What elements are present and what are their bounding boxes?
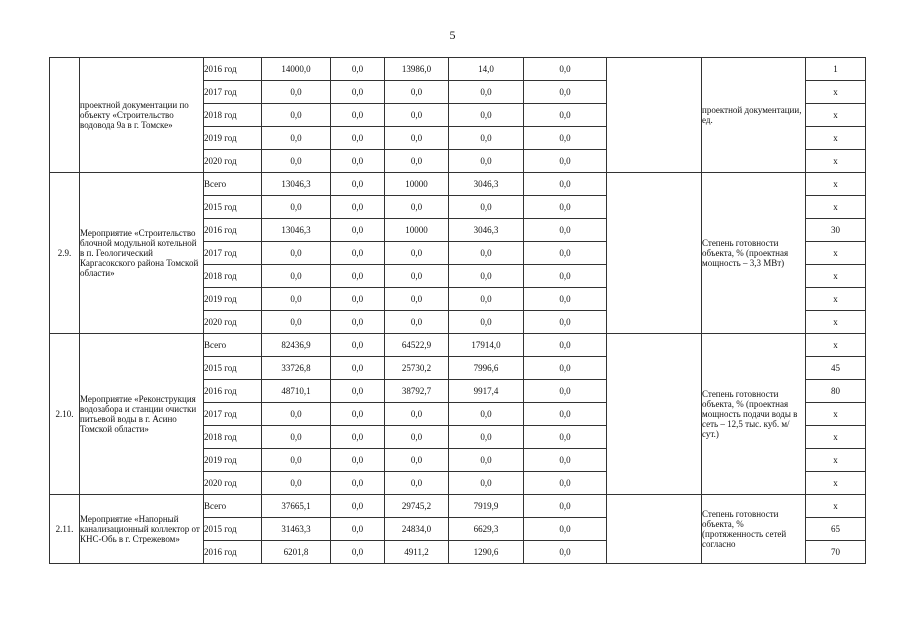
other-cell: 0,0: [524, 219, 607, 242]
other-cell: 0,0: [524, 518, 607, 541]
federal-cell: 0,0: [331, 518, 385, 541]
total-cell: 0,0: [262, 265, 331, 288]
total-cell: 6201,8: [262, 541, 331, 564]
federal-cell: 0,0: [331, 242, 385, 265]
year-cell: 2019 год: [204, 449, 262, 472]
other-cell: 0,0: [524, 311, 607, 334]
year-cell: 2017 год: [204, 81, 262, 104]
other-cell: 0,0: [524, 265, 607, 288]
regional-cell: 0,0: [385, 81, 449, 104]
indicator-value: 45: [806, 357, 866, 380]
total-cell: 0,0: [262, 242, 331, 265]
year-cell: Всего: [204, 495, 262, 518]
indicator-value: х: [806, 196, 866, 219]
local-cell: 0,0: [449, 426, 524, 449]
local-cell: 3046,3: [449, 173, 524, 196]
local-cell: 7996,6: [449, 357, 524, 380]
local-cell: 0,0: [449, 127, 524, 150]
federal-cell: 0,0: [331, 472, 385, 495]
year-cell: 2017 год: [204, 403, 262, 426]
total-cell: 0,0: [262, 81, 331, 104]
regional-cell: 13986,0: [385, 58, 449, 81]
regional-cell: 0,0: [385, 104, 449, 127]
total-cell: 0,0: [262, 449, 331, 472]
indicator-value: х: [806, 449, 866, 472]
total-cell: 14000,0: [262, 58, 331, 81]
regional-cell: 0,0: [385, 311, 449, 334]
regional-cell: 0,0: [385, 265, 449, 288]
federal-cell: 0,0: [331, 150, 385, 173]
total-cell: 48710,1: [262, 380, 331, 403]
year-cell: 2020 год: [204, 311, 262, 334]
indicator-value: х: [806, 104, 866, 127]
regional-cell: 4911,2: [385, 541, 449, 564]
indicator-value: 80: [806, 380, 866, 403]
total-cell: 82436,9: [262, 334, 331, 357]
indicator-value: х: [806, 173, 866, 196]
year-cell: 2020 год: [204, 472, 262, 495]
other-cell: 0,0: [524, 357, 607, 380]
indicator-value: х: [806, 81, 866, 104]
total-cell: 0,0: [262, 196, 331, 219]
local-cell: 0,0: [449, 242, 524, 265]
local-cell: 0,0: [449, 288, 524, 311]
indicator-name: Степень готовности объекта, % (проектная мощность подачи воды в сеть – 12,5 тыс. куб. м/сут.): [702, 334, 806, 495]
year-cell: 2015 год: [204, 196, 262, 219]
other-cell: 0,0: [524, 173, 607, 196]
regional-cell: 0,0: [385, 403, 449, 426]
total-cell: 13046,3: [262, 173, 331, 196]
regional-cell: 0,0: [385, 426, 449, 449]
indicator-name: Степень готовности объекта, % (протяженность сетей согласно: [702, 495, 806, 564]
table-row: [50, 173, 866, 196]
year-cell: 2015 год: [204, 357, 262, 380]
local-cell: 0,0: [449, 81, 524, 104]
local-cell: 0,0: [449, 150, 524, 173]
federal-cell: 0,0: [331, 449, 385, 472]
other-cell: 0,0: [524, 104, 607, 127]
total-cell: 13046,3: [262, 219, 331, 242]
indicator-value: х: [806, 150, 866, 173]
local-cell: 1290,6: [449, 541, 524, 564]
table-row: [50, 334, 866, 357]
year-cell: 2016 год: [204, 219, 262, 242]
federal-cell: 0,0: [331, 196, 385, 219]
total-cell: 0,0: [262, 472, 331, 495]
empty-cell: [607, 334, 702, 495]
federal-cell: 0,0: [331, 288, 385, 311]
other-cell: 0,0: [524, 472, 607, 495]
local-cell: 0,0: [449, 472, 524, 495]
regional-cell: 0,0: [385, 127, 449, 150]
year-cell: 2016 год: [204, 380, 262, 403]
local-cell: 0,0: [449, 311, 524, 334]
indicator-value: х: [806, 127, 866, 150]
regional-cell: 10000: [385, 219, 449, 242]
indicator-value: х: [806, 472, 866, 495]
federal-cell: 0,0: [331, 127, 385, 150]
regional-cell: 0,0: [385, 288, 449, 311]
year-cell: 2017 год: [204, 242, 262, 265]
item-number: [50, 58, 80, 173]
indicator-name: проектной документации, ед.: [702, 58, 806, 173]
other-cell: 0,0: [524, 334, 607, 357]
regional-cell: 0,0: [385, 449, 449, 472]
local-cell: 6629,3: [449, 518, 524, 541]
other-cell: 0,0: [524, 403, 607, 426]
indicator-value: 65: [806, 518, 866, 541]
indicator-value: х: [806, 265, 866, 288]
regional-cell: 38792,7: [385, 380, 449, 403]
federal-cell: 0,0: [331, 426, 385, 449]
other-cell: 0,0: [524, 449, 607, 472]
year-cell: Всего: [204, 334, 262, 357]
page-number: 5: [449, 28, 456, 42]
other-cell: 0,0: [524, 150, 607, 173]
table-row: [50, 58, 866, 81]
measure-name: Мероприятие «Строительство блочной модульной котельной в п. Геологический Каргасокского района Томской области»: [80, 173, 204, 334]
regional-cell: 64522,9: [385, 334, 449, 357]
other-cell: 0,0: [524, 495, 607, 518]
year-cell: 2015 год: [204, 518, 262, 541]
indicator-value: 70: [806, 541, 866, 564]
local-cell: 0,0: [449, 104, 524, 127]
federal-cell: 0,0: [331, 495, 385, 518]
other-cell: 0,0: [524, 58, 607, 81]
year-cell: 2018 год: [204, 265, 262, 288]
total-cell: 33726,8: [262, 357, 331, 380]
item-number: 2.9.: [50, 173, 80, 334]
other-cell: 0,0: [524, 288, 607, 311]
regional-cell: 0,0: [385, 150, 449, 173]
local-cell: 17914,0: [449, 334, 524, 357]
local-cell: 7919,9: [449, 495, 524, 518]
other-cell: 0,0: [524, 541, 607, 564]
federal-cell: 0,0: [331, 58, 385, 81]
federal-cell: 0,0: [331, 219, 385, 242]
total-cell: 0,0: [262, 426, 331, 449]
regional-cell: 10000: [385, 173, 449, 196]
regional-cell: 29745,2: [385, 495, 449, 518]
other-cell: 0,0: [524, 242, 607, 265]
indicator-value: х: [806, 426, 866, 449]
indicator-value: х: [806, 311, 866, 334]
indicator-value: х: [806, 242, 866, 265]
federal-cell: 0,0: [331, 541, 385, 564]
item-number: 2.10.: [50, 334, 80, 495]
federal-cell: 0,0: [331, 265, 385, 288]
total-cell: 31463,3: [262, 518, 331, 541]
regional-cell: 0,0: [385, 242, 449, 265]
program-table: [49, 57, 866, 564]
local-cell: 9917,4: [449, 380, 524, 403]
total-cell: 0,0: [262, 311, 331, 334]
other-cell: 0,0: [524, 196, 607, 219]
local-cell: 0,0: [449, 196, 524, 219]
federal-cell: 0,0: [331, 403, 385, 426]
other-cell: 0,0: [524, 426, 607, 449]
local-cell: 0,0: [449, 403, 524, 426]
federal-cell: 0,0: [331, 104, 385, 127]
total-cell: 37665,1: [262, 495, 331, 518]
total-cell: 0,0: [262, 127, 331, 150]
indicator-value: 30: [806, 219, 866, 242]
federal-cell: 0,0: [331, 311, 385, 334]
federal-cell: 0,0: [331, 173, 385, 196]
year-cell: 2016 год: [204, 541, 262, 564]
local-cell: 3046,3: [449, 219, 524, 242]
other-cell: 0,0: [524, 380, 607, 403]
local-cell: 0,0: [449, 449, 524, 472]
regional-cell: 0,0: [385, 196, 449, 219]
year-cell: 2019 год: [204, 288, 262, 311]
year-cell: 2018 год: [204, 104, 262, 127]
year-cell: 2016 год: [204, 58, 262, 81]
federal-cell: 0,0: [331, 334, 385, 357]
local-cell: 14,0: [449, 58, 524, 81]
indicator-value: х: [806, 403, 866, 426]
federal-cell: 0,0: [331, 81, 385, 104]
federal-cell: 0,0: [331, 357, 385, 380]
total-cell: 0,0: [262, 104, 331, 127]
other-cell: 0,0: [524, 81, 607, 104]
measure-name: Мероприятие «Напорный канализационный коллектор от КНС-Обь в г. Стрежевом»: [80, 495, 204, 564]
local-cell: 0,0: [449, 265, 524, 288]
regional-cell: 0,0: [385, 472, 449, 495]
empty-cell: [607, 495, 702, 564]
regional-cell: 25730,2: [385, 357, 449, 380]
other-cell: 0,0: [524, 127, 607, 150]
indicator-value: х: [806, 288, 866, 311]
total-cell: 0,0: [262, 403, 331, 426]
regional-cell: 24834,0: [385, 518, 449, 541]
year-cell: Всего: [204, 173, 262, 196]
measure-name: Мероприятие «Реконструкция водозабора и станции очистки питьевой воды в г. Асино Томской области»: [80, 334, 204, 495]
measure-name: проектной документации по объекту «Строительство водовода 9а в г. Томске»: [80, 58, 204, 173]
table-row: [50, 495, 866, 518]
indicator-name: Степень готовности объекта, % (проектная мощность – 3,3 МВт): [702, 173, 806, 334]
indicator-value: 1: [806, 58, 866, 81]
year-cell: 2019 год: [204, 127, 262, 150]
empty-cell: [607, 58, 702, 173]
year-cell: 2018 год: [204, 426, 262, 449]
item-number: 2.11.: [50, 495, 80, 564]
total-cell: 0,0: [262, 150, 331, 173]
empty-cell: [607, 173, 702, 334]
indicator-value: х: [806, 495, 866, 518]
federal-cell: 0,0: [331, 380, 385, 403]
indicator-value: х: [806, 334, 866, 357]
year-cell: 2020 год: [204, 150, 262, 173]
total-cell: 0,0: [262, 288, 331, 311]
